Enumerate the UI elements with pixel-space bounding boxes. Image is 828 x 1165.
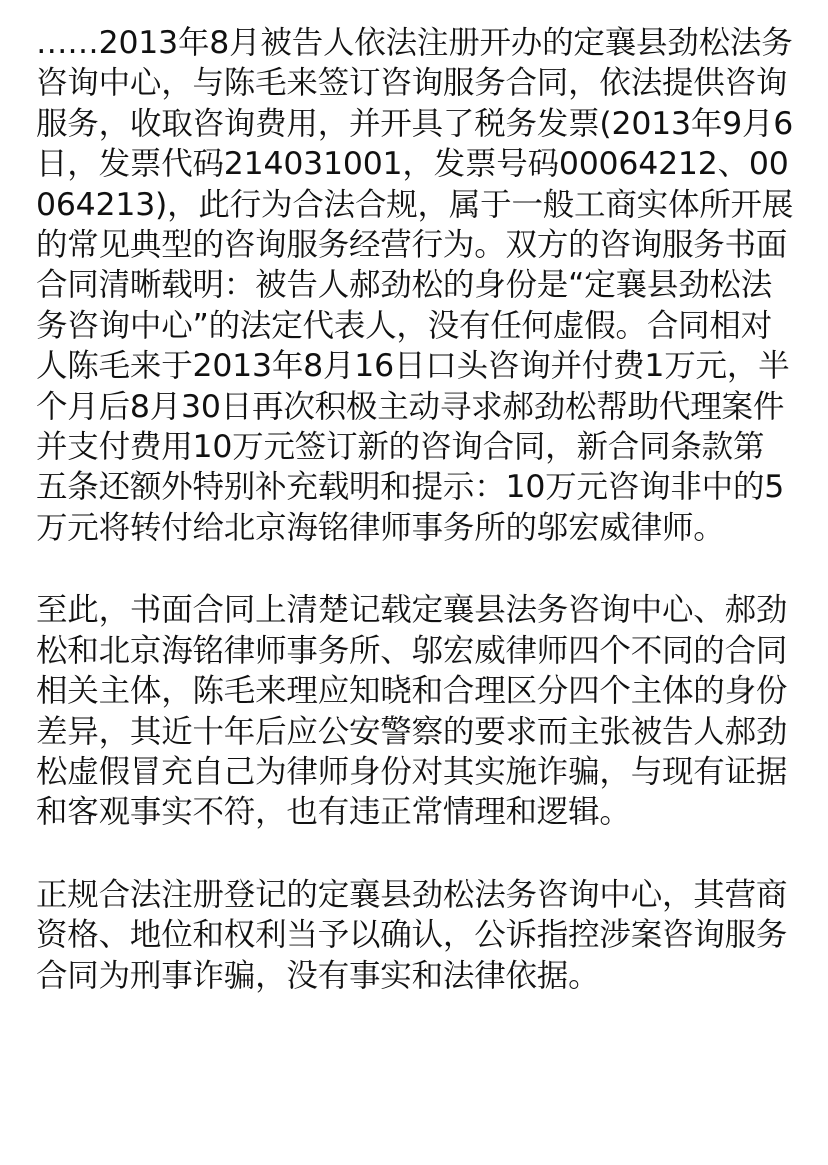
paragraph-conclusion: 正规合法注册登记的定襄县劲松法务咨询中心，其营商资格、地位和权利当予以确认，公诉指控涉案咨询服务合同为刑事诈骗，没有事实和法律依据。 bbox=[36, 876, 788, 994]
paragraph-contract-facts: ……2013年8月被告人依法注册开办的定襄县劲松法务咨询中心，与陈毛来签订咨询服务合同，依法提供咨询服务，收取咨询费用，并开具了税务发票(2013年9月6日，发票代码214031001，发票号码00064212、00064213)，此行为合法合规，属于一般工商实体所开展的常见典型的咨询服务经营行为。双方的咨询服务书面合同清晰载明：被告人郝劲松的身份是“定襄县劲松法务咨询中心”的法定代表人，没有任何虚假。合同相对人陈毛来于2013年8月16日口头咨询并付费1万元，半个月后8月30日再次积极主动寻求郝劲松帮助代理案件并支付费用10万元签订新的咨询合同，新合同条款第五条还额外特别补充载明和提示：10万元咨询非中的5万元将转付给北京海铭律师事务所的邬宏威律师。 bbox=[36, 25, 794, 546]
paragraph-contract-parties: 至此，书面合同上清楚记载定襄县法务咨询中心、郝劲松和北京海铭律师事务所、邬宏威律师四个不同的合同相关主体，陈毛来理应知晓和合理区分四个主体的身份差异，其近十年后应公安警察的要求而主张被告人郝劲松虚假冒充自己为律师身份对其实施诈骗，与现有证据和客观事实不符，也有违正常情理和逻辑。 bbox=[36, 592, 788, 831]
